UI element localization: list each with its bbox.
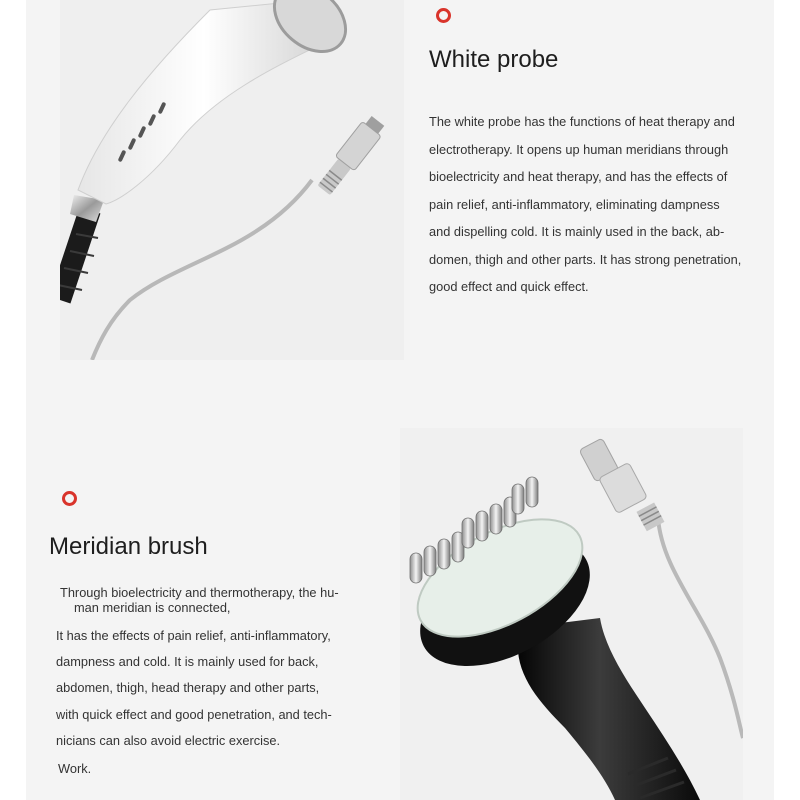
meridian-brush-trailing: Work. <box>58 761 92 776</box>
meridian-brush-title: Meridian brush <box>49 533 208 560</box>
text-line: The white probe has the functions of heat therapy and <box>429 114 735 129</box>
meridian-brush-intro <box>60 586 339 615</box>
meridian-brush-description <box>56 623 332 754</box>
text-line: nicians can also avoid electric exercise. <box>56 732 281 748</box>
text-line: pain relief, anti-inflammatory, eliminating dampness <box>429 196 720 212</box>
text-line: abdomen, thigh, head therapy and other parts, <box>56 680 320 696</box>
white-probe-photo <box>60 0 404 360</box>
text-line: electrotherapy. It opens up human meridians through <box>429 141 729 157</box>
white-probe-description <box>429 108 741 301</box>
text-line: It has the effects of pain relief, anti-inflammatory, <box>56 628 331 643</box>
text-line: and dispelling cold. It is mainly used in the back, ab- <box>429 224 725 239</box>
text-line: man meridian is connected, <box>74 599 231 615</box>
white-probe-title: White probe <box>429 46 559 73</box>
text-line: good effect and quick effect. <box>429 279 589 294</box>
text-line: dampness and cold. It is mainly used for back, <box>56 654 319 670</box>
meridian-brush-photo <box>400 428 743 800</box>
ring-bullet-icon <box>436 8 451 23</box>
text-line: with quick effect and good penetration, and tech- <box>56 706 332 722</box>
text-line: domen, thigh and other parts. It has strong penetration, <box>429 251 742 267</box>
ring-bullet-icon <box>62 491 77 506</box>
text-line: bioelectricity and heat therapy, and has the effects of <box>429 169 728 184</box>
text-line: Through bioelectricity and thermotherapy, the hu- <box>60 585 339 600</box>
